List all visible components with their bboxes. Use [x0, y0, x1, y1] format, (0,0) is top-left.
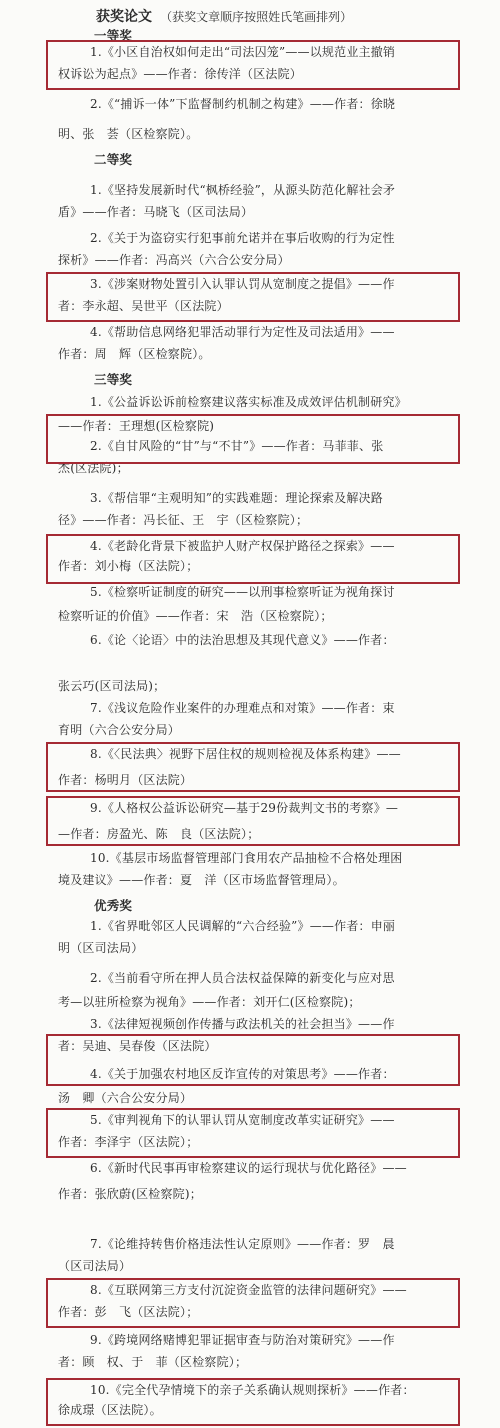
entry-line: 2.《关于为盗窃实行犯事前允诺并在事后收购的行为定性 [90, 231, 395, 245]
entry-line: 杰(区法院)； [58, 461, 129, 475]
entry-line: 者：李永超、吴世平（区法院） [58, 299, 229, 313]
entry-line: 者：吴迪、吴春俊（区法院） [58, 1039, 217, 1053]
entry-line: 7.《论维持转售价格违法性认定原则》——作者：罗 晨 [90, 1237, 395, 1251]
entry-line: ——作者：王理想(区检察院) [58, 419, 215, 433]
entry-line: 2.《当前看守所在押人员合法权益保障的新变化与应对思 [90, 971, 395, 985]
highlight-frame [46, 534, 460, 584]
entry-line: 10.《基层市场监督管理部门食用农产品抽检不合格处理困 [90, 851, 403, 865]
entry-line: 探析》——作者：冯高兴（六合公安分局） [58, 253, 290, 267]
entry-line: 9.《跨境网络赌博犯罪证据审查与防治对策研究》——作 [90, 1333, 395, 1347]
entry-line: —作者：房盈光、陈 良（区法院）； [58, 827, 260, 841]
entry-line: 5.《审判视角下的认罪认罚从宽制度改革实证研究》—— [90, 1113, 395, 1127]
entry-line: 径》——作者：冯长征、王 宇（区检察院）； [58, 513, 309, 527]
entry-line: 徐成璟（区法院）。 [58, 1403, 162, 1417]
highlight-frame [46, 40, 460, 90]
entry-line: 检察听证的价值》——作者：宋 浩（区检察院）； [58, 609, 333, 623]
entry-line: 权诉讼为起点》——作者：徐传洋（区法院） [58, 67, 303, 81]
document-title [96, 8, 476, 27]
entry-line: 9.《人格权公益诉讼研究—基于29份裁判文书的考察》— [90, 801, 399, 815]
entry-line: 3.《法律短视频创作传播与政法机关的社会担当》——作 [90, 1017, 395, 1031]
entry-line: 8.《〈民法典〉视野下居住权的规则检视及体系构建》—— [90, 747, 401, 761]
award-tier-heading: 二等奖 [94, 152, 133, 167]
entry-line: 5.《检察听证制度的研究——以刑事检察听证为视角探讨 [90, 585, 395, 599]
entry-line: 3.《涉案财物处置引入认罪认罚从宽制度之提倡》——作 [90, 277, 395, 291]
entry-line: 作者：张欣蔚(区检察院)； [58, 1187, 202, 1201]
entry-line: 1.《小区自治权如何走出“司法囚笼”——以规范业主撤销 [90, 45, 396, 59]
entry-line: 7.《浅议危险作业案件的办理难点和对策》——作者：束 [90, 701, 395, 715]
entry-line: 作者：周 辉（区检察院）。 [58, 347, 211, 361]
entry-line: 育明（六合公安分局） [58, 723, 181, 737]
entry-line: 2.《“捕诉一体”下监督制约机制之构建》——作者：徐晓 [90, 97, 396, 111]
entry-line: 作者：李泽宇（区法院）； [58, 1135, 199, 1149]
entry-line: 10.《完全代孕情境下的亲子关系确认规则探析》——作者： [90, 1383, 415, 1397]
entry-line: 6.《新时代民事再审检察建议的运行现状与优化路径》—— [90, 1161, 407, 1175]
entry-line: 境及建议》——作者：夏 洋（区市场监督管理局）。 [58, 873, 345, 887]
entry-line: 盾》——作者：马晓飞（区司法局） [58, 205, 254, 219]
award-tier-heading: 优秀奖 [94, 898, 133, 913]
entry-line: 1.《省界毗邻区人民调解的“六合经验”》——作者：申丽 [90, 919, 396, 933]
entry-line: 明、张 荟（区检察院）。 [58, 127, 199, 141]
highlight-frame [46, 414, 460, 464]
title-text: 获奖论文 [96, 9, 152, 25]
entry-line: 4.《帮助信息网络犯罪活动罪行为定性及司法适用》—— [90, 325, 395, 339]
highlight-frame [46, 742, 460, 792]
entry-line: 2.《自甘风险的“甘”与“不甘”》——作者：马菲菲、张 [90, 439, 384, 453]
entry-line: 作者：杨明月（区法院） [58, 773, 193, 787]
entry-line: 8.《互联网第三方支付沉淀资金监管的法律问题研究》—— [90, 1283, 407, 1297]
entry-line: 作者：彭 飞（区法院）； [58, 1305, 199, 1319]
entry-line: 4.《老龄化背景下被监护人财产权保护路径之探索》—— [90, 539, 395, 553]
entry-line: 作者：刘小梅（区法院）； [58, 559, 199, 573]
title-note: （获奖文章顺序按照姓氏笔画排列） [160, 10, 353, 24]
entry-line: 4.《关于加强农村地区反诈宣传的对策思考》——作者： [90, 1067, 395, 1081]
entry-line: 6.《论〈论语〉中的法治思想及其现代意义》——作者： [90, 633, 395, 647]
entry-line: 1.《坚持发展新时代“枫桥经验”，从源头防范化解社会矛 [90, 183, 396, 197]
entry-line: 张云巧(区司法局)； [58, 679, 166, 693]
highlight-frame [46, 1378, 460, 1426]
highlight-frame [46, 1108, 460, 1158]
entry-line: 明（区司法局） [58, 941, 144, 955]
award-tier-heading: 三等奖 [94, 372, 133, 387]
entry-line: 汤 卿（六合公安分局） [58, 1091, 193, 1105]
entry-line: 1.《公益诉讼诉前检察建议落实标准及成效评估机制研究》 [90, 395, 407, 409]
highlight-frame [46, 1034, 460, 1086]
highlight-frame [46, 1278, 460, 1328]
entry-line: 者：顾 权、于 菲（区检察院）； [58, 1355, 248, 1369]
entry-line: （区司法局） [58, 1259, 132, 1273]
entry-line: 3.《帮信罪“主观明知”的实践难题：理论探索及解决路 [90, 491, 383, 505]
award-tier-heading: 一等奖 [94, 28, 133, 43]
highlight-frame [46, 796, 460, 846]
entry-line: 考—以驻所检察为视角》——作者：刘开仁(区检察院)； [58, 995, 361, 1009]
highlight-frame [46, 272, 460, 322]
